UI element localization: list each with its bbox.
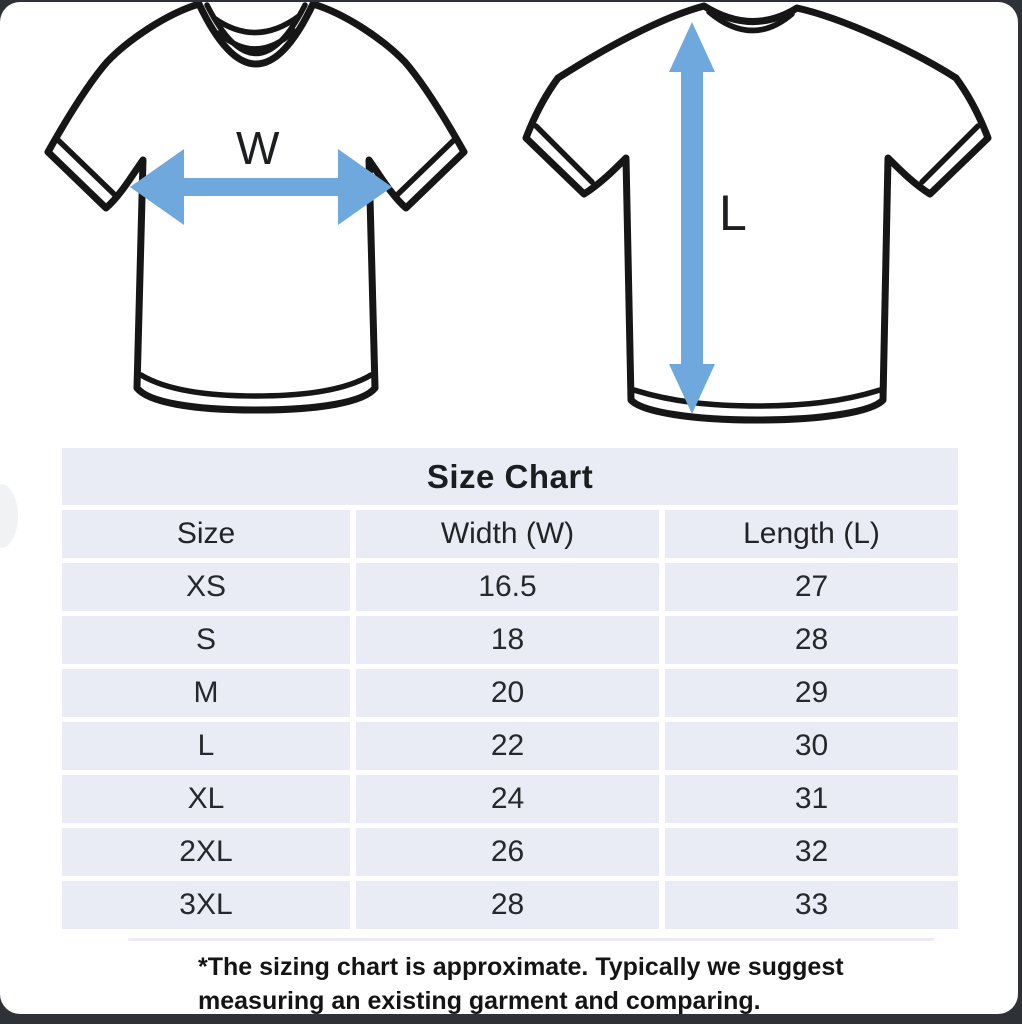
back-shirt-illustration	[512, 2, 1012, 432]
length-cell: 28	[665, 616, 958, 664]
size-cell: M	[62, 669, 350, 717]
size-chart-table	[62, 448, 958, 934]
length-cell: 29	[665, 669, 958, 717]
width-cell: 20	[356, 669, 659, 717]
footnote-line-2: measuring an existing garment and comparing.	[198, 987, 761, 1014]
table-row	[62, 881, 958, 929]
length-cell: 27	[665, 563, 958, 611]
front-shirt-illustration	[6, 2, 506, 432]
width-cell: 26	[356, 828, 659, 876]
size-cell: S	[62, 616, 350, 664]
size-chart-title: Size Chart	[426, 457, 594, 495]
size-chart-title-row	[62, 448, 958, 505]
width-label: W	[236, 122, 280, 174]
size-chart-header-row	[62, 510, 958, 558]
header-size: Size	[62, 510, 350, 558]
header-length: Length (L)	[665, 510, 958, 558]
table-row	[62, 563, 958, 611]
table-row	[62, 616, 958, 664]
content-panel	[0, 2, 1018, 1014]
size-cell: XL	[62, 775, 350, 823]
length-cell: 33	[665, 881, 958, 929]
footnote-divider	[128, 938, 934, 941]
size-cell: XS	[62, 563, 350, 611]
length-cell: 32	[665, 828, 958, 876]
length-label: L	[719, 185, 747, 241]
width-cell: 22	[356, 722, 659, 770]
width-cell: 28	[356, 881, 659, 929]
size-chart-rows	[62, 563, 958, 929]
size-cell: 3XL	[62, 881, 350, 929]
length-cell: 31	[665, 775, 958, 823]
size-cell: 2XL	[62, 828, 350, 876]
width-cell: 16.5	[356, 563, 659, 611]
table-row	[62, 775, 958, 823]
footnote-line-1: *The sizing chart is approximate. Typically we suggest	[198, 953, 844, 981]
width-cell: 18	[356, 616, 659, 664]
width-cell: 24	[356, 775, 659, 823]
table-row	[62, 722, 958, 770]
table-row	[62, 669, 958, 717]
back-shirt-outline	[526, 6, 988, 420]
left-edge-artifact	[0, 484, 18, 548]
front-shirt-outline	[48, 4, 464, 410]
length-cell: 30	[665, 722, 958, 770]
header-width: Width (W)	[356, 510, 659, 558]
footnote	[198, 950, 844, 1014]
table-row	[62, 828, 958, 876]
size-cell: L	[62, 722, 350, 770]
